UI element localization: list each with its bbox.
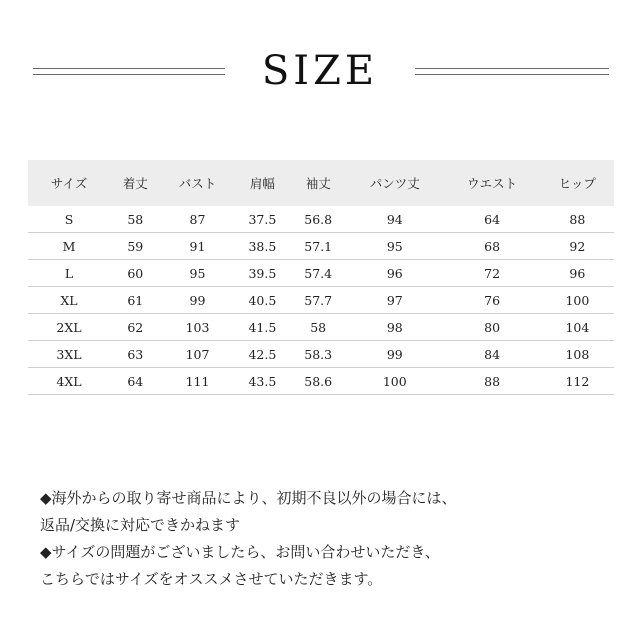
table-row [28,341,614,368]
table-cell: 3XL [28,341,110,368]
table-cell: 94 [346,206,443,233]
title-divider-right [415,68,609,75]
table-cell: 43.5 [234,368,290,395]
table-cell: 57.4 [290,260,346,287]
table-cell: 40.5 [234,287,290,314]
table-cell: 64 [443,206,540,233]
size-table [28,160,614,395]
header-cell: ウエスト [443,160,540,206]
table-cell: 76 [443,287,540,314]
table-cell: M [28,233,110,260]
table-cell: 42.5 [234,341,290,368]
table-cell: XL [28,287,110,314]
table-cell: 58 [290,314,346,341]
header-cell: 袖丈 [290,160,346,206]
header-cell: パンツ丈 [346,160,443,206]
table-cell: 87 [161,206,235,233]
header-cell: サイズ [28,160,110,206]
table-cell: 88 [443,368,540,395]
table-cell: 99 [346,341,443,368]
header-cell: ヒップ [541,160,614,206]
table-cell: 57.1 [290,233,346,260]
table-cell: 37.5 [234,206,290,233]
table-cell: 100 [346,368,443,395]
table-cell: 80 [443,314,540,341]
table-cell: 58.3 [290,341,346,368]
size-table-header-row [28,160,614,206]
table-cell: 58 [110,206,161,233]
table-cell: 56.8 [290,206,346,233]
table-cell: 96 [541,260,614,287]
table-cell: 108 [541,341,614,368]
page-title: SIZE [261,48,379,94]
table-cell: 63 [110,341,161,368]
note-line: こちらではサイズをオススメさせていただきます。 [40,570,383,588]
table-cell: 112 [541,368,614,395]
table-row [28,314,614,341]
table-cell: 92 [541,233,614,260]
notes [40,485,630,593]
table-row [28,287,614,314]
table-cell: 96 [346,260,443,287]
table-cell: 111 [161,368,235,395]
table-cell: 97 [346,287,443,314]
table-cell: S [28,206,110,233]
table-cell: 104 [541,314,614,341]
header-cell: 着丈 [110,160,161,206]
table-cell: 95 [346,233,443,260]
table-cell: 58.6 [290,368,346,395]
table-row [28,233,614,260]
header-cell: 肩幅 [234,160,290,206]
table-cell: 107 [161,341,235,368]
table-cell: 38.5 [234,233,290,260]
table-cell: 84 [443,341,540,368]
table-cell: 68 [443,233,540,260]
table-cell: L [28,260,110,287]
table-cell: 57.7 [290,287,346,314]
title-area [0,44,640,100]
table-cell: 99 [161,287,235,314]
table-cell: 98 [346,314,443,341]
table-cell: 59 [110,233,161,260]
note-line: ◆サイズの問題がございましたら、お問い合わせいただき、 [40,543,440,561]
table-cell: 62 [110,314,161,341]
table-cell: 91 [161,233,235,260]
table-cell: 39.5 [234,260,290,287]
note-line: 返品/交換に対応できかねます [40,516,241,534]
table-cell: 61 [110,287,161,314]
table-row [28,368,614,395]
table-row [28,206,614,233]
table-cell: 64 [110,368,161,395]
table-cell: 72 [443,260,540,287]
table-cell: 88 [541,206,614,233]
table-cell: 4XL [28,368,110,395]
table-cell: 2XL [28,314,110,341]
table-cell: 100 [541,287,614,314]
header-cell: バスト [161,160,235,206]
table-cell: 60 [110,260,161,287]
note-line: ◆海外からの取り寄せ商品により、初期不良以外の場合には、 [40,489,457,507]
table-row [28,260,614,287]
table-cell: 41.5 [234,314,290,341]
table-cell: 103 [161,314,235,341]
table-cell: 95 [161,260,235,287]
